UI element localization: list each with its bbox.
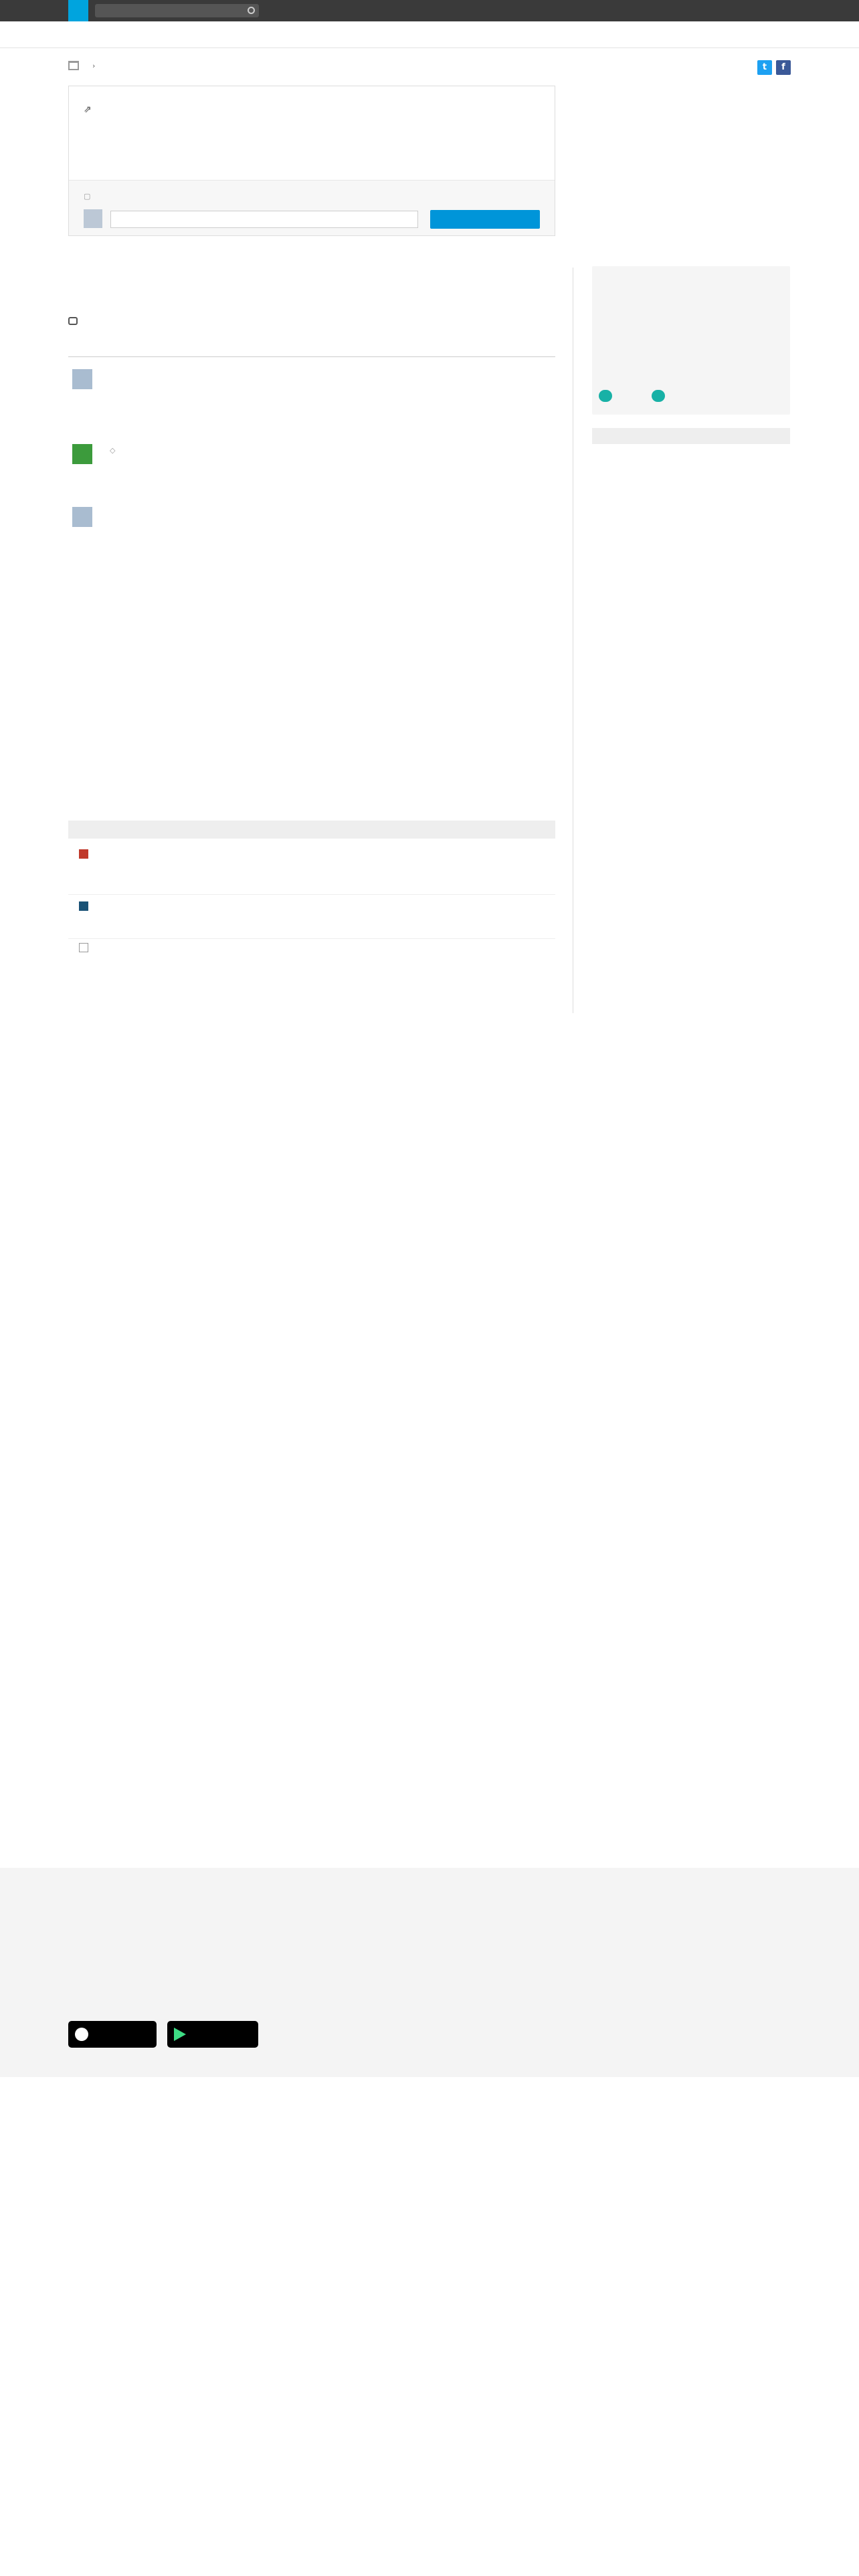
search-input[interactable] [95,4,259,17]
site-favicon-icon [79,901,88,911]
google-play-icon [174,2028,186,2041]
hatena-bookmark-logo[interactable] [68,0,88,21]
comment-item [68,507,555,554]
search-icon[interactable] [248,7,255,14]
apple-icon [75,2028,88,2041]
comments-title [68,317,80,325]
bookmark-panel [69,180,555,235]
app-store-button[interactable] [68,2021,157,2048]
comment-item [68,444,555,491]
side-entry-card [592,266,790,415]
tag[interactable] [652,390,665,402]
footer [0,1868,859,2077]
bookmark-users-count[interactable] [84,189,90,202]
avatar[interactable] [72,507,92,527]
related-item[interactable] [68,847,555,895]
document-icon [79,943,88,952]
tag-icon: ◇ [110,446,116,455]
related-title [68,821,555,839]
home-icon[interactable] [68,61,79,70]
google-play-button[interactable] [167,2021,258,2048]
comment-icon: ▢ [84,192,91,201]
related-item[interactable] [68,899,555,939]
avatar [84,209,102,228]
chevron-right-icon: › [92,61,96,70]
external-link-icon[interactable]: ⇗ [84,104,92,115]
comment-input[interactable] [110,211,418,228]
related-item[interactable] [68,940,555,982]
category-nav [0,21,859,48]
site-favicon-icon [79,849,88,859]
share-buttons [757,60,791,75]
comment-item [68,369,555,423]
twitter-icon[interactable]: t [757,60,772,75]
entry-box [68,86,555,236]
top-bar [0,0,859,21]
entry-title[interactable] [84,98,539,120]
bookmark-users-title [592,428,790,444]
avatar[interactable] [72,444,92,464]
add-bookmark-button[interactable] [430,210,540,229]
avatar[interactable] [72,369,92,389]
comment-tabs [68,338,555,357]
facebook-icon[interactable]: f [776,60,791,75]
tag[interactable] [599,390,612,402]
comment-icon [68,317,78,325]
breadcrumb [68,59,791,72]
